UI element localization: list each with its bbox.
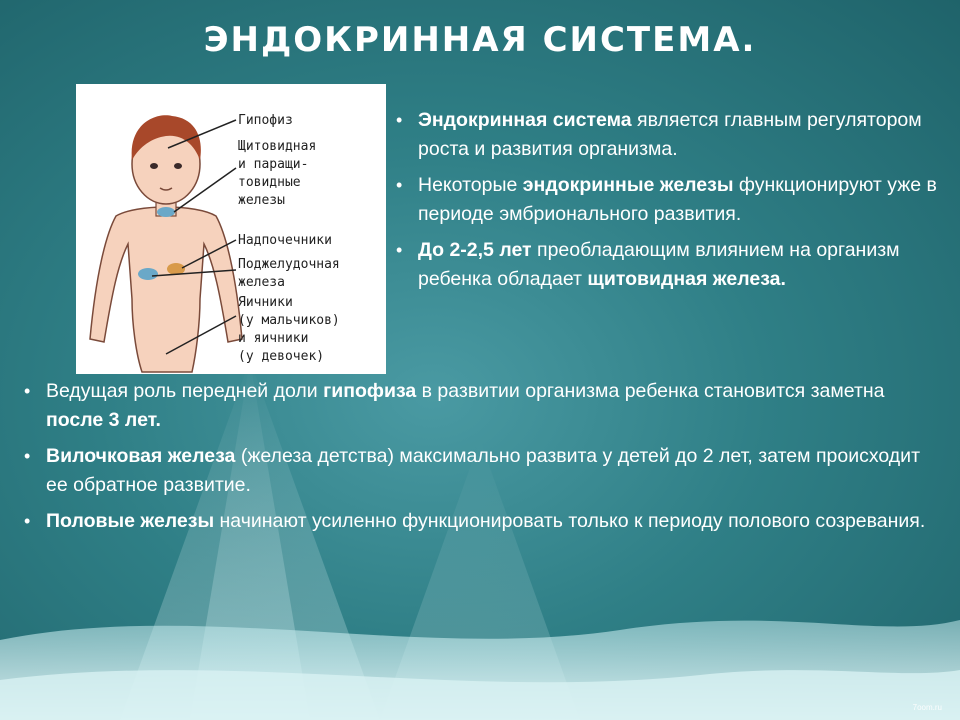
list-item bbox=[396, 236, 938, 294]
bullet-marker: • bbox=[24, 381, 31, 401]
list-item bbox=[396, 171, 938, 229]
list-item bbox=[24, 507, 926, 536]
bullet-text: функционируют уже в периоде эмбрионального развития. bbox=[418, 174, 937, 225]
slide-title: ЭНДОКРИННАЯ СИСТЕМА. bbox=[203, 20, 757, 60]
label-pancreas-2: железа bbox=[238, 275, 285, 290]
watermark: 7oom.ru bbox=[912, 703, 942, 712]
bullet-text: (железа детства) максимально развита у детей до 2 лет, затем происходит ее обратное развитие. bbox=[46, 445, 921, 496]
label-thyroid-1: Щитовидная bbox=[238, 139, 317, 154]
bullet-text: Некоторые bbox=[418, 174, 523, 196]
bottom-bullet-list bbox=[24, 377, 926, 543]
label-testes-1: Яичники bbox=[238, 295, 293, 310]
label-pancreas-1: Поджелудочная bbox=[238, 257, 340, 272]
bullet-text: в развитии организма ребенка становится заметна bbox=[416, 380, 885, 402]
bullet-bold-text: До 2-2,5 лет bbox=[418, 239, 532, 261]
bullet-text: начинают усиленно функционировать только к периоду полового созревания. bbox=[214, 510, 926, 532]
label-adrenal: Надпочечники bbox=[238, 233, 332, 248]
bullet-marker: • bbox=[24, 446, 31, 466]
bullet-text: преобладающим влиянием на организм ребенка обладает bbox=[418, 239, 900, 290]
label-ovaries-1: и яичники bbox=[238, 331, 309, 346]
bullet-marker: • bbox=[396, 240, 403, 260]
bullet-bold-text: щитовидная железа. bbox=[587, 268, 786, 290]
bullet-bold-text: Половые железы bbox=[46, 510, 215, 532]
bullet-text: Ведущая роль передней доли bbox=[46, 380, 324, 402]
bullet-bold-text: после 3 лет. bbox=[46, 409, 161, 431]
bullet-bold-text: Эндокринная система bbox=[418, 109, 632, 131]
label-thyroid-3: товидные bbox=[238, 175, 301, 190]
bullet-marker: • bbox=[396, 110, 403, 130]
endocrine-figure bbox=[76, 84, 386, 374]
bullet-text: является главным регулятором роста и развития организма. bbox=[418, 109, 922, 160]
label-testes-2: (у мальчиков) bbox=[238, 313, 340, 328]
top-bullet-list bbox=[396, 106, 938, 301]
bullet-marker: • bbox=[396, 175, 403, 195]
list-item bbox=[396, 106, 938, 164]
bullet-bold-text: гипофиза bbox=[323, 380, 417, 402]
label-ovaries-2: (у девочек) bbox=[238, 349, 325, 364]
list-item bbox=[24, 442, 926, 500]
bullet-bold-text: Вилочковая железа bbox=[46, 445, 236, 467]
label-thyroid-2: и паращи- bbox=[238, 157, 309, 172]
bullet-bold-text: эндокринные железы bbox=[522, 174, 734, 196]
list-item bbox=[24, 377, 926, 435]
bullet-marker: • bbox=[24, 511, 31, 531]
label-hypophysis: Гипофиз bbox=[238, 113, 293, 128]
child-body-illustration bbox=[76, 84, 386, 374]
label-thyroid-4: железы bbox=[238, 193, 285, 208]
